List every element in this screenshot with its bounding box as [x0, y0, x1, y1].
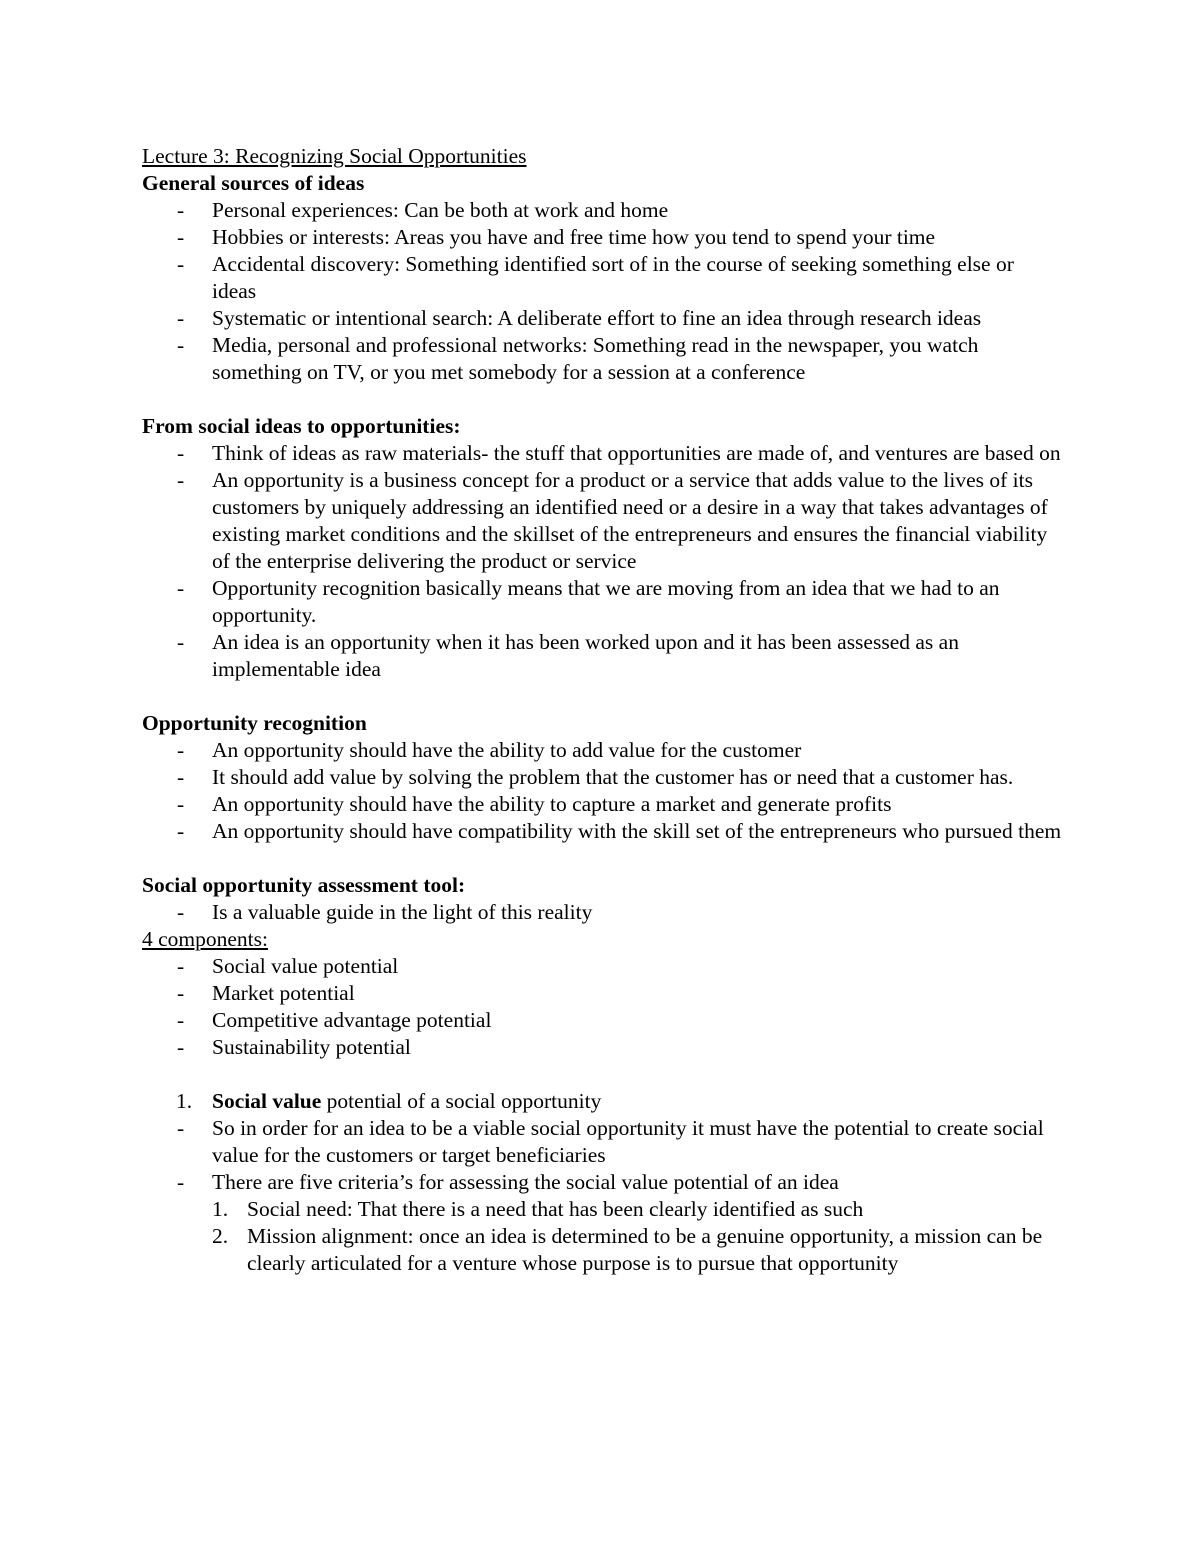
- list-item: - Market potential: [142, 980, 1062, 1007]
- list-item: - So in order for an idea to be a viable social opportunity it must have the potential to create social value for the customers or target beneficiaries: [142, 1115, 1062, 1169]
- list-item: - Accidental discovery: Something identified sort of in the course of seeking something else or ideas: [142, 251, 1062, 305]
- section-heading-opportunity-recognition: Opportunity recognition: [142, 711, 367, 735]
- list-item: - Sustainability potential: [142, 1034, 1062, 1061]
- list-item: - Think of ideas as raw materials- the stuff that opportunities are made of, and ventures are based on: [142, 440, 1062, 467]
- list-item: - Competitive advantage potential: [142, 1007, 1062, 1034]
- item-text: Mission alignment: once an idea is determined to be a genuine opportunity, a mission can be clearly articulated for a venture whose purpose is to pursue that opportunity: [247, 1224, 1043, 1275]
- criteria-item: [212, 1223, 1062, 1277]
- list-item: - An opportunity is a business concept for a product or a service that adds value to the lives of its customers by uniquely addressing an identified need or a desire in a way that takes advantages of existing market conditions and the skillset of the entrepreneurs and ensures the financial viability of the enterprise delivering the product or service: [142, 467, 1062, 575]
- numbered-item-social-value: [142, 1088, 1062, 1115]
- list-number: 1.: [212, 1197, 229, 1221]
- section-heading-general-sources: General sources of ideas: [142, 171, 365, 195]
- spacer: [142, 845, 1062, 872]
- criteria-item: [212, 1196, 1062, 1223]
- list-item: - Personal experiences: Can be both at work and home: [142, 197, 1062, 224]
- ideas-to-opportunities-list: [142, 440, 1062, 683]
- list-item: - Systematic or intentional search: A deliberate effort to fine an idea through research ideas: [142, 305, 1062, 332]
- assessment-tool-list: [142, 899, 1062, 926]
- list-item: - There are five criteria’s for assessing the social value potential of an idea: [142, 1169, 1062, 1196]
- item-text: Social need: That there is a need that has been clearly identified as such: [247, 1197, 864, 1221]
- components-label: 4 components:: [142, 927, 268, 951]
- components-list: [142, 953, 1062, 1061]
- list-item: - An opportunity should have compatibility with the skill set of the entrepreneurs who pursued them: [142, 818, 1062, 845]
- page-title: Lecture 3: Recognizing Social Opportunities: [142, 144, 527, 168]
- list-number: 2.: [212, 1224, 229, 1248]
- social-value-list: [142, 1115, 1062, 1196]
- spacer: [142, 1061, 1062, 1088]
- document-page: [142, 143, 1062, 1277]
- list-item: - Opportunity recognition basically means that we are moving from an idea that we had to an opportunity.: [142, 575, 1062, 629]
- opportunity-recognition-list: [142, 737, 1062, 845]
- item-text: potential of a social opportunity: [321, 1089, 602, 1113]
- list-number: 1.: [176, 1089, 193, 1113]
- general-sources-list: [142, 197, 1062, 386]
- criteria-list: [212, 1196, 1062, 1277]
- spacer: [142, 386, 1062, 413]
- list-item: - An opportunity should have the ability to add value for the customer: [142, 737, 1062, 764]
- section-heading-ideas-to-opportunities: From social ideas to opportunities:: [142, 414, 461, 438]
- bold-term: Social value: [212, 1089, 322, 1113]
- list-item: - Media, personal and professional networks: Something read in the newspaper, you watch something on TV, or you met somebody for a session at a conference: [142, 332, 1062, 386]
- section-heading-assessment-tool: Social opportunity assessment tool:: [142, 873, 466, 897]
- list-item: - It should add value by solving the problem that the customer has or need that a customer has.: [142, 764, 1062, 791]
- list-item: - Hobbies or interests: Areas you have and free time how you tend to spend your time: [142, 224, 1062, 251]
- numbered-list: [142, 1088, 1062, 1115]
- list-item: - Social value potential: [142, 953, 1062, 980]
- list-item: - Is a valuable guide in the light of this reality: [142, 899, 1062, 926]
- list-item: - An idea is an opportunity when it has been worked upon and it has been assessed as an implementable idea: [142, 629, 1062, 683]
- spacer: [142, 683, 1062, 710]
- list-item: - An opportunity should have the ability to capture a market and generate profits: [142, 791, 1062, 818]
